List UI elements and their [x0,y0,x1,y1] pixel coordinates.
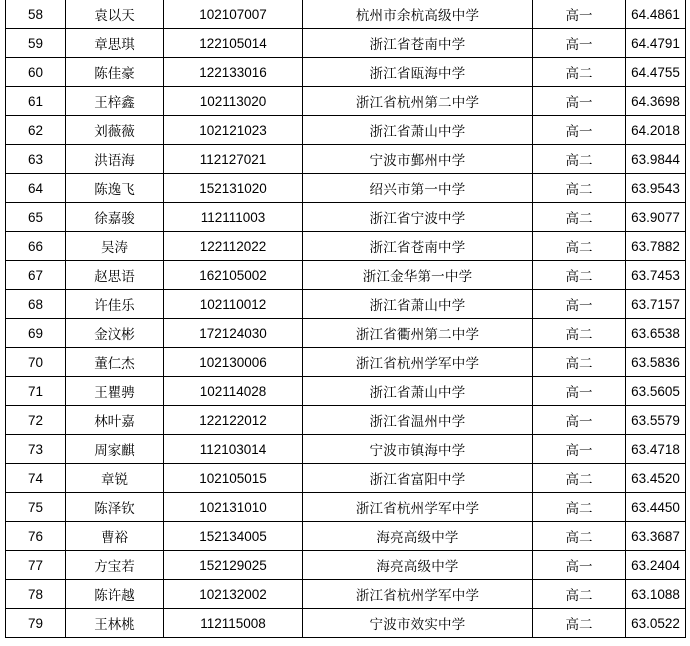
rank-cell: 69 [6,319,66,348]
student-id-cell: 102105015 [164,464,303,493]
table-row [6,174,686,203]
student-id-cell: 122133016 [164,58,303,87]
student-id-cell: 112103014 [164,435,303,464]
name-cell: 赵思语 [66,261,164,290]
student-id-cell: 122105014 [164,29,303,58]
table-row [6,609,686,638]
score-cell: 63.9077 [626,203,686,232]
table-row [6,464,686,493]
rank-cell: 62 [6,116,66,145]
school-cell: 浙江省苍南中学 [303,232,533,261]
rank-cell: 60 [6,58,66,87]
student-id-cell: 152131020 [164,174,303,203]
grade-cell: 高一 [533,29,626,58]
name-cell: 吴涛 [66,232,164,261]
student-id-cell: 152134005 [164,522,303,551]
score-cell: 63.5605 [626,377,686,406]
score-cell: 63.4718 [626,435,686,464]
grade-cell: 高一 [533,116,626,145]
table-row [6,58,686,87]
school-cell: 浙江省杭州学军中学 [303,493,533,522]
school-cell: 浙江金华第一中学 [303,261,533,290]
table-body [6,0,686,638]
score-cell: 63.4450 [626,493,686,522]
grade-cell: 高二 [533,319,626,348]
grade-cell: 高一 [533,0,626,29]
score-cell: 64.4791 [626,29,686,58]
student-id-cell: 112127021 [164,145,303,174]
student-id-cell: 122112022 [164,232,303,261]
score-cell: 64.4755 [626,58,686,87]
grade-cell: 高二 [533,203,626,232]
table-row [6,87,686,116]
student-id-cell: 102113020 [164,87,303,116]
school-cell: 宁波市镇海中学 [303,435,533,464]
student-id-cell: 102107007 [164,0,303,29]
school-cell: 浙江省温州中学 [303,406,533,435]
name-cell: 陈佳豪 [66,58,164,87]
score-cell: 63.4520 [626,464,686,493]
school-cell: 宁波市效实中学 [303,609,533,638]
name-cell: 董仁杰 [66,348,164,377]
name-cell: 陈逸飞 [66,174,164,203]
score-cell: 63.1088 [626,580,686,609]
table-row [6,551,686,580]
score-cell: 63.7882 [626,232,686,261]
school-cell: 浙江省杭州第二中学 [303,87,533,116]
student-id-cell: 112115008 [164,609,303,638]
name-cell: 曹裕 [66,522,164,551]
school-cell: 海亮高级中学 [303,551,533,580]
school-cell: 浙江省富阳中学 [303,464,533,493]
student-id-cell: 152129025 [164,551,303,580]
score-cell: 63.5579 [626,406,686,435]
student-id-cell: 122122012 [164,406,303,435]
rank-cell: 77 [6,551,66,580]
rank-cell: 76 [6,522,66,551]
grade-cell: 高一 [533,551,626,580]
name-cell: 徐嘉骏 [66,203,164,232]
table-row [6,493,686,522]
grade-cell: 高二 [533,522,626,551]
school-cell: 浙江省萧山中学 [303,116,533,145]
table-row [6,319,686,348]
rank-cell: 70 [6,348,66,377]
score-cell: 63.9844 [626,145,686,174]
results-table [5,0,686,638]
grade-cell: 高二 [533,58,626,87]
school-cell: 浙江省苍南中学 [303,29,533,58]
student-id-cell: 172124030 [164,319,303,348]
table-row [6,203,686,232]
rank-cell: 74 [6,464,66,493]
name-cell: 王林桃 [66,609,164,638]
score-cell: 63.2404 [626,551,686,580]
name-cell: 许佳乐 [66,290,164,319]
student-id-cell: 102121023 [164,116,303,145]
score-cell: 64.3698 [626,87,686,116]
rank-cell: 63 [6,145,66,174]
grade-cell: 高二 [533,174,626,203]
name-cell: 林叶嘉 [66,406,164,435]
name-cell: 陈泽钦 [66,493,164,522]
name-cell: 王瞿骋 [66,377,164,406]
grade-cell: 高二 [533,348,626,377]
table-row [6,348,686,377]
name-cell: 章锐 [66,464,164,493]
school-cell: 浙江省宁波中学 [303,203,533,232]
school-cell: 浙江省衢州第二中学 [303,319,533,348]
score-cell: 63.6538 [626,319,686,348]
school-cell: 浙江省瓯海中学 [303,58,533,87]
student-id-cell: 102132002 [164,580,303,609]
grade-cell: 高二 [533,261,626,290]
score-cell: 63.9543 [626,174,686,203]
score-cell: 64.2018 [626,116,686,145]
grade-cell: 高二 [533,464,626,493]
school-cell: 浙江省萧山中学 [303,290,533,319]
table-row [6,0,686,29]
score-cell: 63.5836 [626,348,686,377]
table-row [6,29,686,58]
score-cell: 63.3687 [626,522,686,551]
student-id-cell: 112111003 [164,203,303,232]
grade-cell: 高二 [533,232,626,261]
rank-cell: 67 [6,261,66,290]
rank-cell: 65 [6,203,66,232]
table-row [6,406,686,435]
grade-cell: 高一 [533,87,626,116]
grade-cell: 高一 [533,406,626,435]
rank-cell: 73 [6,435,66,464]
table-row [6,377,686,406]
table-row [6,580,686,609]
table-row [6,261,686,290]
name-cell: 陈许越 [66,580,164,609]
student-id-cell: 102114028 [164,377,303,406]
student-id-cell: 102110012 [164,290,303,319]
table-row [6,290,686,319]
score-cell: 64.4861 [626,0,686,29]
name-cell: 王梓鑫 [66,87,164,116]
grade-cell: 高一 [533,435,626,464]
grade-cell: 高一 [533,290,626,319]
score-cell: 63.0522 [626,609,686,638]
rank-cell: 72 [6,406,66,435]
rank-cell: 75 [6,493,66,522]
school-cell: 绍兴市第一中学 [303,174,533,203]
rank-cell: 68 [6,290,66,319]
school-cell: 宁波市鄞州中学 [303,145,533,174]
table-row [6,232,686,261]
school-cell: 杭州市余杭高级中学 [303,0,533,29]
grade-cell: 高二 [533,493,626,522]
rank-cell: 71 [6,377,66,406]
grade-cell: 高二 [533,609,626,638]
rank-cell: 59 [6,29,66,58]
student-id-cell: 102130006 [164,348,303,377]
name-cell: 周家麒 [66,435,164,464]
name-cell: 洪语海 [66,145,164,174]
table-row [6,522,686,551]
student-id-cell: 162105002 [164,261,303,290]
grade-cell: 高一 [533,377,626,406]
rank-cell: 61 [6,87,66,116]
name-cell: 章思琪 [66,29,164,58]
rank-cell: 79 [6,609,66,638]
school-cell: 浙江省杭州学军中学 [303,348,533,377]
table-row [6,435,686,464]
school-cell: 海亮高级中学 [303,522,533,551]
score-cell: 63.7453 [626,261,686,290]
grade-cell: 高二 [533,145,626,174]
score-cell: 63.7157 [626,290,686,319]
name-cell: 袁以天 [66,0,164,29]
rank-cell: 58 [6,0,66,29]
school-cell: 浙江省杭州学军中学 [303,580,533,609]
name-cell: 金汶彬 [66,319,164,348]
rank-cell: 64 [6,174,66,203]
table-row [6,116,686,145]
rank-cell: 78 [6,580,66,609]
student-id-cell: 102131010 [164,493,303,522]
rank-cell: 66 [6,232,66,261]
table-row [6,145,686,174]
name-cell: 方宝若 [66,551,164,580]
school-cell: 浙江省萧山中学 [303,377,533,406]
name-cell: 刘薇薇 [66,116,164,145]
grade-cell: 高二 [533,580,626,609]
